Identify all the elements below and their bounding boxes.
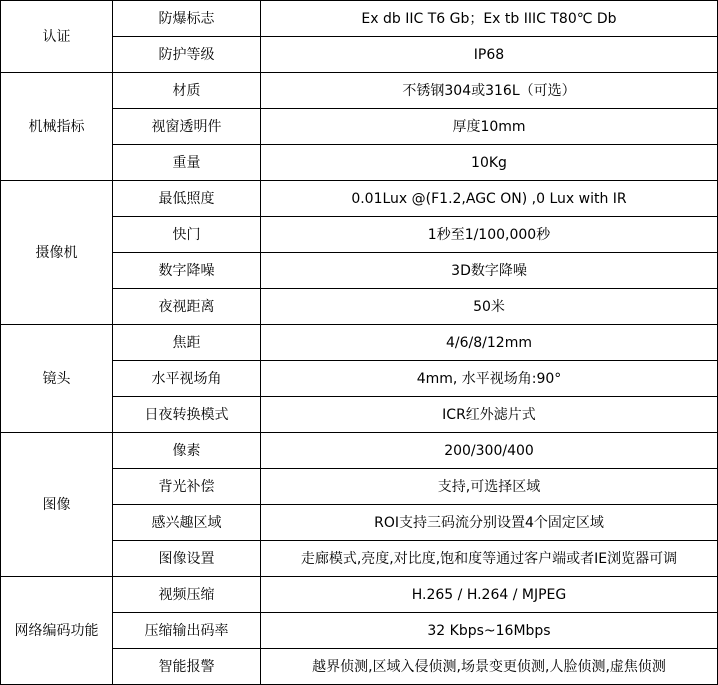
value-cell: 厚度10mm	[261, 109, 718, 145]
param-cell: 防爆标志	[113, 1, 261, 37]
category-cell: 摄像机	[1, 181, 113, 325]
value-cell: 32 Kbps~16Mbps	[261, 613, 718, 649]
value-cell: 0.01Lux @(F1.2,AGC ON) ,0 Lux with IR	[261, 181, 718, 217]
category-cell: 网络编码功能	[1, 577, 113, 685]
param-cell: 视频压缩	[113, 577, 261, 613]
table-row	[1, 181, 718, 217]
table-row	[1, 325, 718, 361]
param-cell: 智能报警	[113, 649, 261, 685]
value-cell: ROI支持三码流分别设置4个固定区域	[261, 505, 718, 541]
value-cell: ICR红外滤片式	[261, 397, 718, 433]
value-cell: 4/6/8/12mm	[261, 325, 718, 361]
param-cell: 日夜转换模式	[113, 397, 261, 433]
param-cell: 背光补偿	[113, 469, 261, 505]
param-cell: 图像设置	[113, 541, 261, 577]
param-cell: 材质	[113, 73, 261, 109]
param-cell: 防护等级	[113, 37, 261, 73]
spec-table-body	[1, 1, 718, 685]
value-cell: 50米	[261, 289, 718, 325]
param-cell: 水平视场角	[113, 361, 261, 397]
param-cell: 焦距	[113, 325, 261, 361]
value-cell: 走廊模式,亮度,对比度,饱和度等通过客户端或者IE浏览器可调	[261, 541, 718, 577]
value-cell: 1秒至1/100,000秒	[261, 217, 718, 253]
value-cell: IP68	[261, 37, 718, 73]
value-cell: 支持,可选择区域	[261, 469, 718, 505]
param-cell: 快门	[113, 217, 261, 253]
param-cell: 夜视距离	[113, 289, 261, 325]
param-cell: 最低照度	[113, 181, 261, 217]
param-cell: 像素	[113, 433, 261, 469]
table-row	[1, 1, 718, 37]
param-cell: 感兴趣区域	[113, 505, 261, 541]
param-cell: 压缩输出码率	[113, 613, 261, 649]
value-cell: 200/300/400	[261, 433, 718, 469]
table-row	[1, 577, 718, 613]
table-row	[1, 433, 718, 469]
param-cell: 重量	[113, 145, 261, 181]
value-cell: Ex db IIC T6 Gb；Ex tb IIIC T80℃ Db	[261, 1, 718, 37]
param-cell: 数字降噪	[113, 253, 261, 289]
value-cell: 4mm, 水平视场角:90°	[261, 361, 718, 397]
category-cell: 机械指标	[1, 73, 113, 181]
value-cell: 不锈钢304或316L（可选）	[261, 73, 718, 109]
value-cell: H.265 / H.264 / MJPEG	[261, 577, 718, 613]
value-cell: 3D数字降噪	[261, 253, 718, 289]
category-cell: 认证	[1, 1, 113, 73]
value-cell: 10Kg	[261, 145, 718, 181]
value-cell: 越界侦测,区域入侵侦测,场景变更侦测,人脸侦测,虚焦侦测	[261, 649, 718, 685]
category-cell: 图像	[1, 433, 113, 577]
table-row	[1, 73, 718, 109]
category-cell: 镜头	[1, 325, 113, 433]
param-cell: 视窗透明件	[113, 109, 261, 145]
